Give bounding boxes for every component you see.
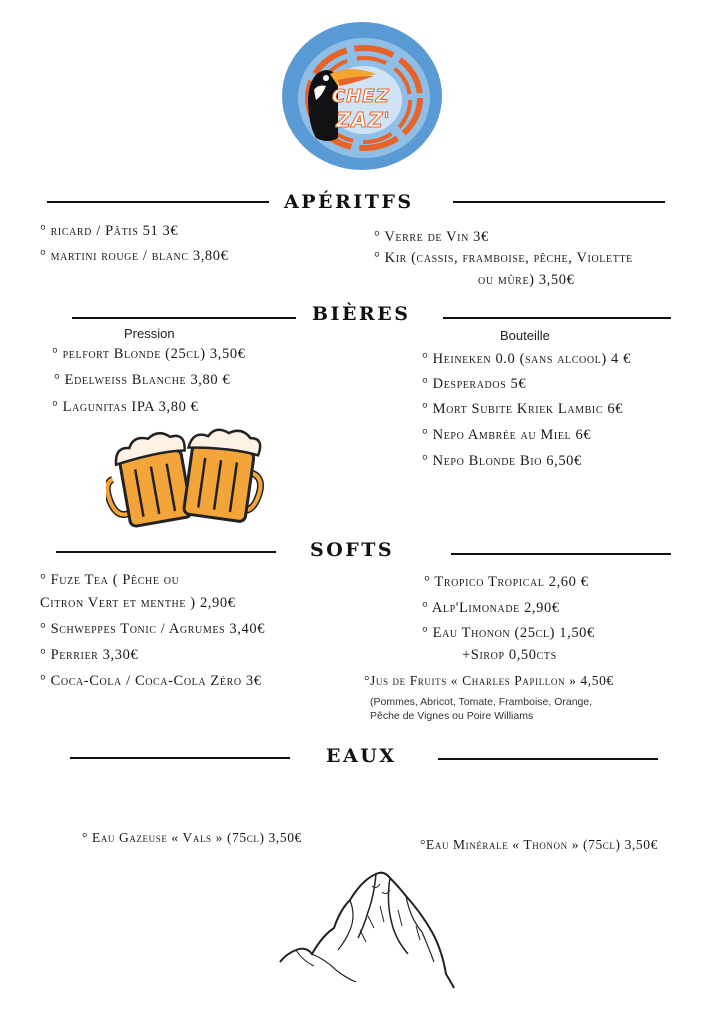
pression-item: ° Edelweiss Blanche 3,80 € [54, 372, 231, 388]
eau-item: °Eau Minérale « Thonon » (75cl) 3,50€ [420, 837, 658, 852]
aperitifs-rule-left [47, 201, 269, 203]
eaux-heading: EAUX [326, 745, 397, 767]
aperitifs-rule-right [453, 201, 665, 203]
aperitif-item: ° ricard / Pâtis 51 3€ [40, 223, 179, 239]
bouteille-item: ° Mort Subite Kriek Lambic 6€ [422, 401, 624, 417]
bouteille-item: ° Nepo Ambrée au Miel 6€ [422, 427, 592, 443]
pression-item: ° pelfort Blonde (25cl) 3,50€ [52, 346, 246, 362]
soft-item: ° Perrier 3,30€ [40, 647, 139, 663]
eaux-rule-left [70, 757, 290, 759]
softs-rule-right [451, 553, 671, 555]
logo-text-line2: ZAZ' [336, 108, 391, 132]
soft-item: ° Schweppes Tonic / Agrumes 3,40€ [40, 621, 266, 637]
mountain-icon [276, 866, 456, 996]
juice-note-line2: Pêche de Vignes ou Poire Williams [370, 710, 534, 722]
soft-item: +Sirop 0,50cts [462, 647, 557, 663]
bieres-heading: BIÈRES [312, 303, 411, 325]
softs-rule-left [56, 551, 276, 553]
soft-item: ° Alp'Limonade 2,90€ [422, 600, 560, 616]
eaux-rule-right [438, 758, 658, 760]
logo [280, 20, 444, 172]
aperitif-item: ° Verre de Vin 3€ [374, 229, 489, 245]
soft-item: °Jus de Fruits « Charles Papillon » 4,50€ [364, 673, 614, 688]
bouteille-label: Bouteille [500, 328, 550, 343]
softs-heading: SOFTS [310, 539, 395, 561]
pression-label: Pression [124, 326, 175, 341]
aperitifs-heading: APÉRITFS [284, 191, 414, 213]
mountain-illustration [276, 866, 456, 996]
soft-item: ° Coca-Cola / Coca-Cola Zéro 3€ [40, 673, 262, 689]
bieres-rule-right [443, 317, 671, 319]
soft-item: ° Eau Thonon (25cl) 1,50€ [422, 625, 595, 641]
bouteille-item: ° Heineken 0.0 (sans alcool) 4 € [422, 351, 631, 367]
bouteille-item: ° Desperados 5€ [422, 376, 527, 392]
juice-note-line1: (Pommes, Abricot, Tomate, Framboise, Orange, [370, 696, 593, 708]
beer-mugs-illustration [106, 424, 268, 528]
aperitif-item: ° martini rouge / blanc 3,80€ [40, 248, 229, 264]
aperitif-item: ou mûre) 3,50€ [478, 272, 575, 288]
bieres-rule-left [72, 317, 296, 319]
aperitif-item: ° Kir (cassis, framboise, pêche, Violette [374, 250, 633, 266]
bouteille-item: ° Nepo Blonde Bio 6,50€ [422, 453, 582, 469]
eau-item: ° Eau Gazeuse « Vals » (75cl) 3,50€ [82, 830, 302, 845]
logo-text-line1: CHEZ [332, 86, 390, 107]
pression-item: ° Lagunitas IPA 3,80 € [52, 399, 199, 415]
soft-item: ° Tropico Tropical 2,60 € [424, 574, 589, 590]
beer-mug-icon [106, 424, 268, 528]
soft-item: ° Fuze Tea ( Pêche ou [40, 572, 180, 588]
soft-item: Citron Vert et menthe ) 2,90€ [40, 595, 236, 611]
